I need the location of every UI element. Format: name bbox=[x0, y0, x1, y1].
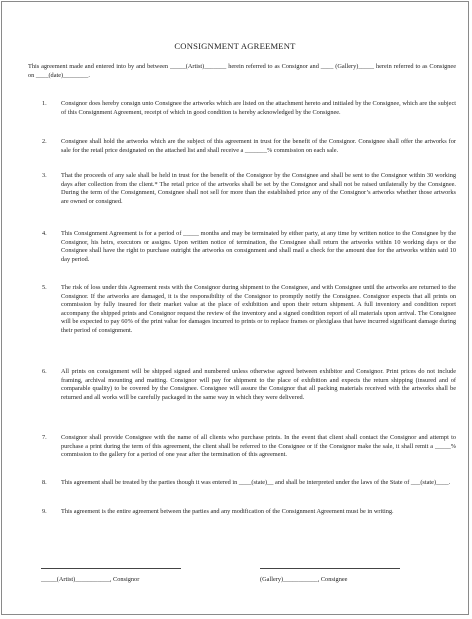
clause-9 bbox=[42, 508, 456, 517]
clause-text: This agreement is the entire agreement between the parties and any modification of the Consignment Agreement must be in writing. bbox=[61, 508, 394, 515]
clause-7 bbox=[42, 434, 456, 460]
clause-number: 2. bbox=[42, 138, 47, 145]
clause-number: 9. bbox=[42, 508, 47, 515]
clause-6 bbox=[42, 368, 456, 402]
clause-text: This agreement shall be treated by the parties though it was entered in ____(state)__ and shall be interpreted under the laws of the State of ___(state)____. bbox=[61, 479, 451, 486]
clause-text: The risk of loss under this Agreement rests with the Consignor during shipment to the Consignee, and with Consignee until the artworks are returned to the Consignor. If the artworks are damaged, it is the responsibility of the Consignor to promptly notify the Consignee. Consignor expects that all prints on commission by fully insured for their market value at the place of exhibition and upon their return shipment. A full inventory and condition report accompany the shipped prints and Consignor request the review of the inventory and a signed condition report of all materials upon arrival. The Consignee will be expected to pay 60% of the print value for damages incurred to prints or to replace frames or plexiglass that have incurred significant damage during their period of consignment. bbox=[61, 284, 456, 334]
clause-number: 4. bbox=[42, 230, 47, 237]
signature-line bbox=[41, 568, 181, 569]
clause-number: 8. bbox=[42, 479, 47, 486]
clause-number: 1. bbox=[42, 100, 47, 107]
gallery-signature-block bbox=[260, 568, 400, 584]
clause-number: 3. bbox=[42, 172, 47, 179]
clause-2 bbox=[42, 138, 456, 155]
clause-text: Consignor shall provide Consignee with the name of all clients who purchase prints. In the event that client shall contact the Consignor and attempt to purchase a print during the term of this agreement, the client shall be referred to the Consignee or if the Consignor make the sale, it shall remit a _____% commission to the gallery for a period of one year after the termination of this agreement. bbox=[61, 434, 456, 458]
clause-number: 6. bbox=[42, 368, 47, 375]
clause-text: That the proceeds of any sale shall be held in trust for the benefit of the Consignor by the Consignee and shall be sent to the Consignor within 30 working days after collection from the client.* The retail price of the artworks shall be set by the Consignor and shall not be raised unilaterally by the Consignee. During the term of the Consignment, Consignee shall not sell for more than the established price any of the Consignor’s artworks whether those artworks are owned or consigned. bbox=[61, 172, 456, 205]
clause-text: Consignee shall hold the artworks which are the subject of this agreement in trust for the benefit of the Consignor. Consignee shall offer the artworks for sale for the retail price designated on the attached list and shall receive a _______% commission on each sale. bbox=[61, 138, 456, 154]
clause-number: 7. bbox=[42, 434, 47, 441]
document-title: CONSIGNMENT AGREEMENT bbox=[174, 41, 296, 51]
clause-5 bbox=[42, 284, 456, 335]
clause-8 bbox=[42, 479, 456, 488]
clause-text: All prints on consignment will be shipped signed and numbered unless otherwise agreed between exhibitor and Consignor. Print prices do not include framing, archival mounting and matting. Consignor will pay for shipment to the place of exhibition and expects the return shipping (insured and of comparable quality) to be covered by the Consignee. Consignee will assure the Consignor that all packing materials received with the artworks shall be returned and all works will be carefully packaged in the same way in which they were delivered. bbox=[61, 368, 456, 401]
clause-number: 5. bbox=[42, 284, 47, 291]
artist-signature-label: _____(Artist)___________, Consignor bbox=[41, 576, 140, 583]
document-page bbox=[1, 1, 469, 615]
gallery-signature-label: (Gallery)___________, Consignee bbox=[260, 576, 348, 583]
clause-text: Consignor does hereby consign unto Consignee the artworks which are listed on the attachment hereto and initialed by the Consignee, which are the subject of this Consignment Agreement, receipt of which in good condition is hereby acknowledged by the Consignee. bbox=[61, 100, 456, 116]
clause-3 bbox=[42, 172, 456, 206]
intro-paragraph: This agreement made and entered into by and between _____(Artist)_______ herein referred to as Consignor and ____ (Gallery)_____ herein referred to as Consignee on ____(date)________. bbox=[28, 63, 456, 80]
artist-signature-block bbox=[41, 568, 181, 584]
clause-4 bbox=[42, 230, 456, 264]
clause-1 bbox=[42, 100, 456, 117]
clause-text: This Consignment Agreement is for a period of _____ months and may be terminated by either party, at any time by written notice to the Consignee by the Consignor, his heirs, executors or assigns. Upon written notice of termination, the Consignee shall return the artworks within 10 working days or the Consignee shall have the right to purchase outright the artworks on consignment and shall mail a check for the amount due for the artworks within said 10 day period. bbox=[61, 230, 456, 263]
signature-line bbox=[260, 568, 400, 569]
